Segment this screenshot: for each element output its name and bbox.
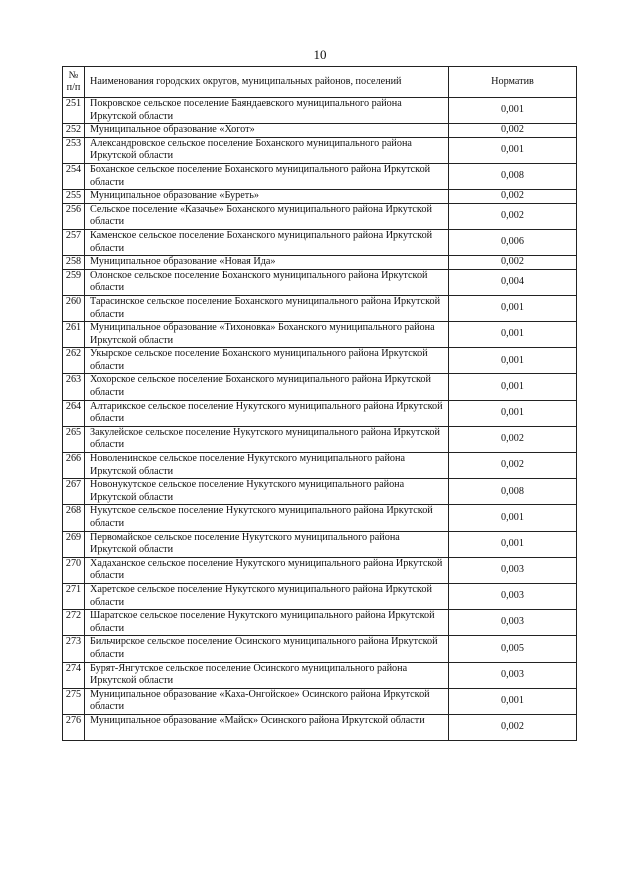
row-num: 259 [63, 269, 85, 295]
row-num: 255 [63, 190, 85, 204]
row-num: 251 [63, 98, 85, 124]
row-name: Первомайское сельское поселение Нукутского муниципального района Иркутской области [85, 531, 449, 557]
row-num: 256 [63, 203, 85, 229]
header-norm: Норматив [449, 67, 577, 98]
table-row [63, 453, 577, 479]
table-row [63, 203, 577, 229]
table-row [63, 295, 577, 321]
table-row [63, 636, 577, 662]
row-name: Муниципальное образование «Майск» Осинского района Иркутской области [85, 714, 449, 740]
row-norm: 0,002 [449, 256, 577, 270]
row-norm: 0,004 [449, 269, 577, 295]
row-name: Укырское сельское поселение Боханского муниципального района Иркутской области [85, 348, 449, 374]
table-row [63, 662, 577, 688]
row-num: 260 [63, 295, 85, 321]
row-num: 252 [63, 124, 85, 138]
row-num: 261 [63, 322, 85, 348]
table-row [63, 98, 577, 124]
row-name: Каменское сельское поселение Боханского муниципального района Иркутской области [85, 229, 449, 255]
row-name: Боханское сельское поселение Боханского муниципального района Иркутской области [85, 163, 449, 189]
row-num: 269 [63, 531, 85, 557]
row-name: Муниципальное образование «Хогот» [85, 124, 449, 138]
row-num: 268 [63, 505, 85, 531]
table-row [63, 479, 577, 505]
table-row [63, 400, 577, 426]
row-norm: 0,005 [449, 636, 577, 662]
row-num: 266 [63, 453, 85, 479]
row-num: 272 [63, 610, 85, 636]
row-num: 270 [63, 557, 85, 583]
row-name: Сельское поселение «Казачье» Боханского муниципального района Иркутской области [85, 203, 449, 229]
row-num: 262 [63, 348, 85, 374]
row-norm: 0,003 [449, 610, 577, 636]
row-norm: 0,006 [449, 229, 577, 255]
row-name: Муниципальное образование «Каха-Онгойское» Осинского района Иркутской области [85, 688, 449, 714]
row-num: 276 [63, 714, 85, 740]
row-num: 254 [63, 163, 85, 189]
row-name: Муниципальное образование «Тихоновка» Боханского муниципального района Иркутской области [85, 322, 449, 348]
row-num: 253 [63, 137, 85, 163]
row-name: Бурят-Янгутское сельское поселение Осинского муниципального района Иркутской области [85, 662, 449, 688]
row-name: Харетское сельское поселение Нукутского муниципального района Иркутской области [85, 583, 449, 609]
row-num: 274 [63, 662, 85, 688]
page-number: 10 [313, 47, 327, 62]
row-num: 271 [63, 583, 85, 609]
row-num: 273 [63, 636, 85, 662]
row-norm: 0,002 [449, 453, 577, 479]
row-norm: 0,001 [449, 374, 577, 400]
row-num: 267 [63, 479, 85, 505]
row-name: Хадаханское сельское поселение Нукутского муниципального района Иркутской области [85, 557, 449, 583]
row-norm: 0,001 [449, 688, 577, 714]
row-name: Хохорское сельское поселение Боханского муниципального района Иркутской области [85, 374, 449, 400]
table-row [63, 688, 577, 714]
row-norm: 0,001 [449, 295, 577, 321]
table-row [63, 557, 577, 583]
table-row [63, 610, 577, 636]
table-row [63, 269, 577, 295]
row-norm: 0,002 [449, 124, 577, 138]
row-name: Шаратское сельское поселение Нукутского муниципального района Иркутской области [85, 610, 449, 636]
row-norm: 0,001 [449, 322, 577, 348]
row-norm: 0,003 [449, 583, 577, 609]
row-norm: 0,001 [449, 531, 577, 557]
table-row [63, 426, 577, 452]
table-row [63, 137, 577, 163]
row-norm: 0,001 [449, 98, 577, 124]
row-name: Тарасинское сельское поселение Боханского муниципального района Иркутской области [85, 295, 449, 321]
row-norm: 0,008 [449, 163, 577, 189]
table-row [63, 714, 577, 740]
table-row [63, 256, 577, 270]
row-norm: 0,003 [449, 557, 577, 583]
row-name: Муниципальное образование «Буреть» [85, 190, 449, 204]
row-name: Алтарикское сельское поселение Нукутского муниципального района Иркутской области [85, 400, 449, 426]
row-norm: 0,001 [449, 348, 577, 374]
row-norm: 0,003 [449, 662, 577, 688]
row-norm: 0,008 [449, 479, 577, 505]
row-num: 265 [63, 426, 85, 452]
row-num: 264 [63, 400, 85, 426]
table-row [63, 229, 577, 255]
row-name: Закулейское сельское поселение Нукутского муниципального района Иркутской области [85, 426, 449, 452]
header-name: Наименования городских округов, муниципальных районов, поселений [85, 67, 449, 98]
table-header-row [63, 67, 577, 98]
row-name: Нукутское сельское поселение Нукутского муниципального района Иркутской области [85, 505, 449, 531]
row-name: Александровское сельское поселение Боханского муниципального района Иркутской области [85, 137, 449, 163]
row-num: 275 [63, 688, 85, 714]
row-num: 257 [63, 229, 85, 255]
row-num: 263 [63, 374, 85, 400]
table-row [63, 374, 577, 400]
row-name: Муниципальное образование «Новая Ида» [85, 256, 449, 270]
row-name: Покровское сельское поселение Баяндаевского муниципального района Иркутской области [85, 98, 449, 124]
row-norm: 0,002 [449, 190, 577, 204]
row-norm: 0,002 [449, 714, 577, 740]
header-num: № п/п [63, 67, 85, 98]
row-name: Новонукутское сельское поселение Нукутского муниципального района Иркутской области [85, 479, 449, 505]
table-row [63, 190, 577, 204]
row-norm: 0,001 [449, 505, 577, 531]
row-norm: 0,002 [449, 426, 577, 452]
table-row [63, 583, 577, 609]
table-row [63, 531, 577, 557]
table-row [63, 505, 577, 531]
row-name: Олонское сельское поселение Боханского муниципального района Иркутской области [85, 269, 449, 295]
row-norm: 0,002 [449, 203, 577, 229]
row-norm: 0,001 [449, 137, 577, 163]
row-name: Новоленинское сельское поселение Нукутского муниципального района Иркутской области [85, 453, 449, 479]
row-norm: 0,001 [449, 400, 577, 426]
row-num: 258 [63, 256, 85, 270]
table-row [63, 348, 577, 374]
norms-table [62, 66, 577, 741]
table-row [63, 322, 577, 348]
row-name: Бильчирское сельское поселение Осинского муниципального района Иркутской области [85, 636, 449, 662]
table-row [63, 163, 577, 189]
table-row [63, 124, 577, 138]
